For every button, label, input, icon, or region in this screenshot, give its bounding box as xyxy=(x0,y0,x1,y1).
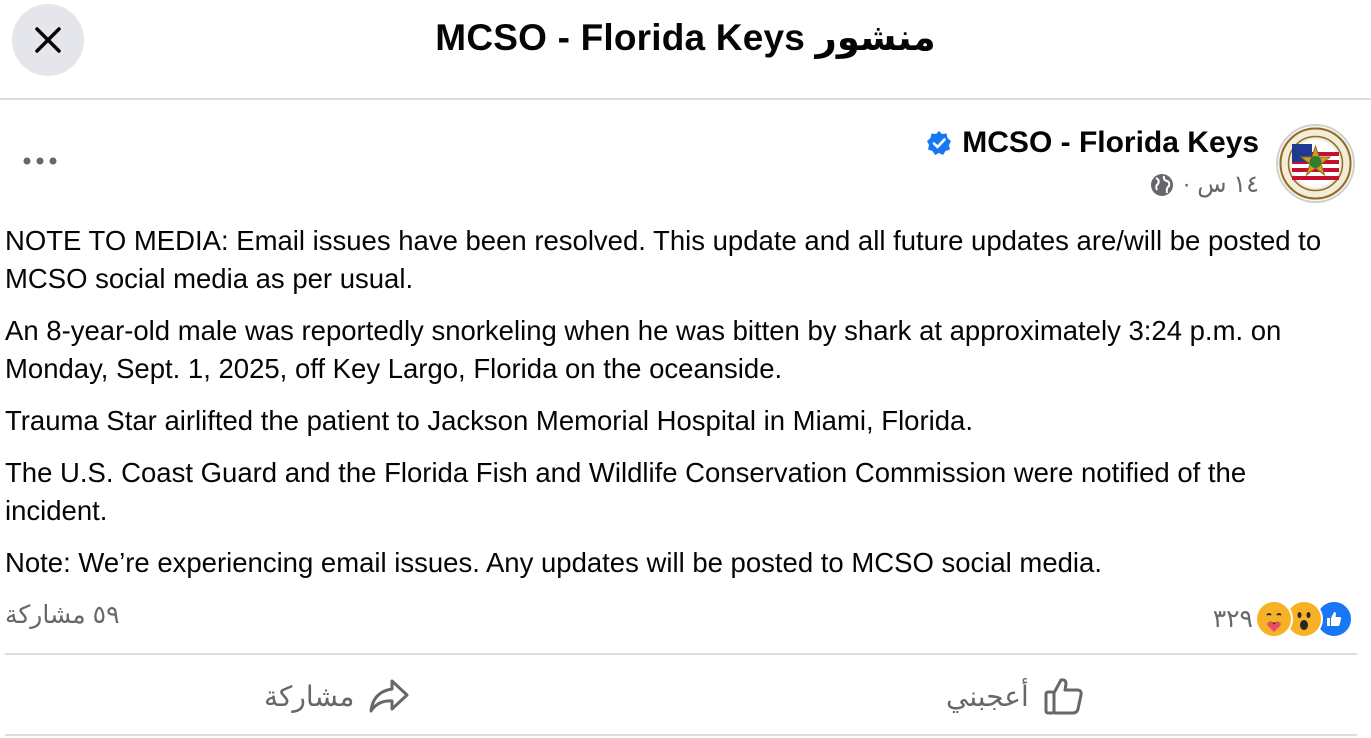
sheriff-seal-logo xyxy=(1278,126,1353,201)
post-paragraph: Trauma Star airlifted the patient to Jackson Memorial Hospital in Miami, Florida. xyxy=(5,405,973,436)
actions-divider xyxy=(5,734,1357,736)
thumbs-up-icon xyxy=(1043,676,1085,716)
dialog-title: MCSO - Florida Keys منشور xyxy=(435,17,936,58)
like-button[interactable] xyxy=(946,668,1085,724)
share-button[interactable] xyxy=(264,668,410,724)
like-label: أعجبني xyxy=(946,680,1029,712)
reactions-count: ٣٢٩ xyxy=(1212,605,1253,633)
post-text xyxy=(5,222,1350,596)
post-meta xyxy=(1149,170,1259,199)
verified-badge-icon xyxy=(926,130,952,156)
stats-divider xyxy=(5,653,1357,655)
post-paragraph: The U.S. Coast Guard and the Florida Fish and Wildlife Conservation Commission were notified of the incident. xyxy=(5,457,1247,526)
post-timestamp[interactable]: ١٤ س · xyxy=(1182,171,1259,198)
post-paragraph: NOTE TO MEDIA: Email issues have been resolved. This update and all future updates are/will be posted to MCSO social media as per usual. xyxy=(5,225,1322,294)
share-arrow-icon xyxy=(368,678,410,714)
page-avatar[interactable] xyxy=(1276,124,1355,203)
dialog-header xyxy=(0,0,1371,100)
post-paragraph: An 8-year-old male was reportedly snorkeling when he was bitten by shark at approximately 3:24 p.m. on Monday, Sept. 1, 2025, off Key Largo, Florida on the oceanside. xyxy=(5,315,1282,384)
author-name-link[interactable]: MCSO - Florida Keys xyxy=(962,126,1259,159)
post-paragraph: Note: We’re experiencing email issues. Any updates will be posted to MCSO social media. xyxy=(5,547,1102,578)
globe-icon xyxy=(1149,172,1175,198)
reaction-icons xyxy=(1263,600,1353,638)
reactions-summary[interactable] xyxy=(1213,600,1353,638)
post-author-row xyxy=(926,126,1259,160)
share-label: مشاركة xyxy=(264,680,355,712)
care-reaction-icon xyxy=(1255,600,1293,638)
shares-count[interactable]: ٥٩ مشاركة xyxy=(5,601,120,629)
more-dots-icon xyxy=(22,156,58,166)
more-options-button[interactable] xyxy=(18,146,62,176)
